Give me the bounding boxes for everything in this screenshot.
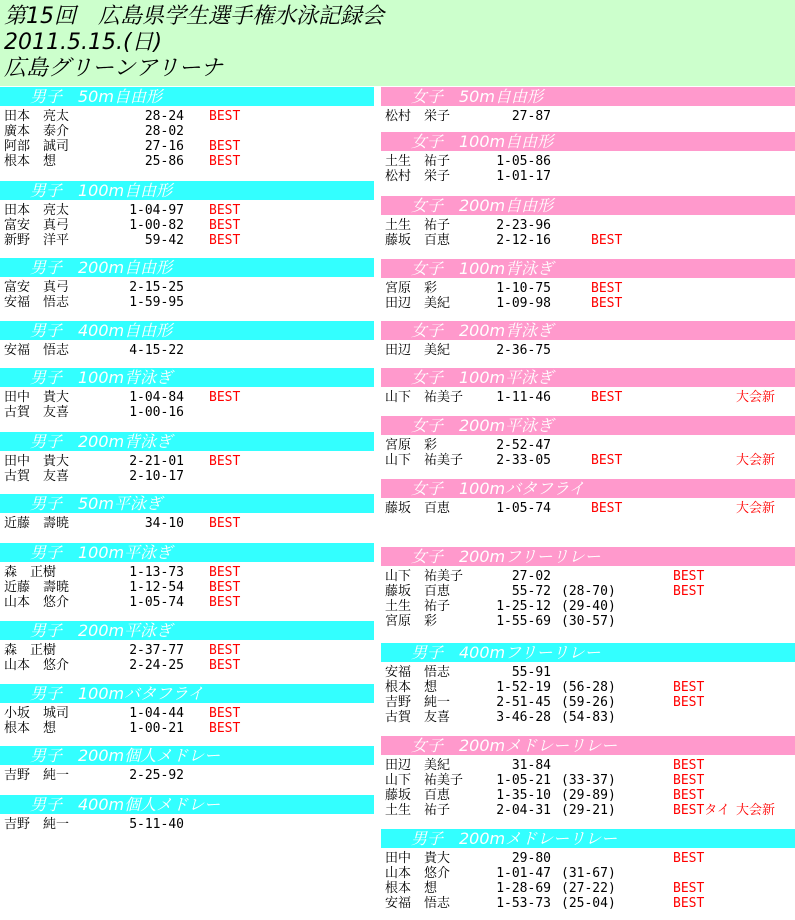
best-mark: BEST: [209, 658, 241, 673]
event-section: [0, 543, 374, 610]
event-title-band: [381, 87, 795, 106]
result-time: 2-37-77: [129, 643, 184, 658]
event-title-band: [0, 494, 374, 513]
result-time: 1-00-16: [129, 405, 184, 420]
meet-record-mark: 大会新: [736, 390, 776, 405]
result-row: [381, 218, 795, 233]
split-time: (27-22): [561, 881, 616, 896]
event-title-band: [381, 132, 795, 151]
event-title: 女子 200m自由形: [411, 196, 554, 215]
result-time: 1-05-74: [496, 501, 551, 516]
result-time: 1-05-86: [496, 154, 551, 169]
result-time: 2-24-25: [129, 658, 184, 673]
header: [0, 0, 795, 86]
result-row: [0, 154, 374, 169]
swimmer-name: 根本 想: [4, 721, 57, 736]
event-section: [381, 368, 795, 405]
event-section: [0, 621, 374, 673]
result-row: [0, 565, 374, 580]
result-row: [381, 343, 795, 358]
best-mark: BEST: [673, 896, 705, 911]
event-title: 女子 100mバタフライ: [411, 479, 585, 498]
result-row: [0, 295, 374, 310]
swimmer-name: 山下 祐美子: [385, 390, 464, 405]
result-time: 59-42: [144, 233, 184, 248]
result-row: [0, 706, 374, 721]
event-title: 男子 100m背泳ぎ: [30, 368, 173, 387]
result-row: [0, 817, 374, 832]
result-time: 1-28-69: [496, 881, 551, 896]
event-title-band: [381, 643, 795, 662]
event-section: [381, 416, 795, 468]
result-row: [381, 614, 795, 629]
event-title-band: [0, 258, 374, 277]
swimmer-name: 根本 想: [4, 154, 57, 169]
event-title-band: [381, 416, 795, 435]
split-time: (56-28): [561, 680, 616, 695]
best-mark: BEST: [209, 454, 241, 469]
result-time: 2-33-05: [496, 453, 551, 468]
swimmer-name: 古賀 友喜: [4, 405, 70, 420]
result-time: 1-01-17: [496, 169, 551, 184]
result-row: [381, 584, 795, 599]
result-row: [381, 710, 795, 725]
result-time: 1-35-10: [496, 788, 551, 803]
swimmer-name: 山本 悠介: [4, 658, 70, 673]
event-section: [0, 432, 374, 484]
event-title-band: [0, 181, 374, 200]
swimmer-name: 田本 亮太: [4, 203, 70, 218]
best-mark: BEST: [673, 773, 705, 788]
result-time: 1-00-82: [129, 218, 184, 233]
event-section: [0, 684, 374, 736]
split-time: (29-21): [561, 803, 616, 818]
event-title-band: [0, 368, 374, 387]
event-title: 男子 200m自由形: [30, 258, 173, 277]
swimmer-name: 安福 悟志: [385, 665, 451, 680]
event-title: 男子 50m自由形: [30, 87, 162, 106]
result-time: 25-86: [144, 154, 184, 169]
result-row: [0, 390, 374, 405]
event-title: 女子 50m自由形: [411, 87, 543, 106]
best-mark: BEST: [673, 881, 705, 896]
swimmer-name: 古賀 友喜: [385, 710, 451, 725]
event-title: 男子 200m背泳ぎ: [30, 432, 173, 451]
event-title: 女子 200mフリーリレー: [411, 547, 601, 566]
result-row: [0, 343, 374, 358]
result-time: 1-04-84: [129, 390, 184, 405]
event-section: [381, 132, 795, 184]
result-time: 1-01-47: [496, 866, 551, 881]
best-mark: BEST: [673, 758, 705, 773]
best-mark: BEST: [209, 203, 241, 218]
result-time: 1-09-98: [496, 296, 551, 311]
event-title: 男子 400mフリーリレー: [411, 643, 601, 662]
best-mark: BEST: [209, 721, 241, 736]
result-row: [0, 516, 374, 531]
event-section: [381, 547, 795, 629]
split-time: (54-83): [561, 710, 616, 725]
swimmer-name: 森 正樹: [4, 565, 57, 580]
result-row: [381, 169, 795, 184]
event-title: 男子 400m自由形: [30, 321, 173, 340]
result-row: [381, 281, 795, 296]
result-row: [381, 788, 795, 803]
split-time: (31-67): [561, 866, 616, 881]
result-time: 2-36-75: [496, 343, 551, 358]
result-time: 1-55-69: [496, 614, 551, 629]
swimmer-name: 古賀 友喜: [4, 469, 70, 484]
event-section: [381, 643, 795, 725]
swimmer-name: 宮原 彩: [385, 614, 438, 629]
best-mark: BEST: [209, 643, 241, 658]
result-time: 1-13-73: [129, 565, 184, 580]
swimmer-name: 宮原 彩: [385, 438, 438, 453]
result-time: 55-72: [511, 584, 551, 599]
event-title-band: [0, 321, 374, 340]
result-row: [381, 109, 795, 124]
event-title: 女子 100m平泳ぎ: [411, 368, 554, 387]
result-time: 2-10-17: [129, 469, 184, 484]
best-mark: BEST: [591, 390, 623, 405]
swimmer-name: 山下 祐美子: [385, 569, 464, 584]
result-row: [381, 773, 795, 788]
result-time: 31-84: [511, 758, 551, 773]
event-title-band: [381, 368, 795, 387]
result-row: [0, 721, 374, 736]
best-mark: BEST: [209, 154, 241, 169]
meet-record-mark: 大会新: [736, 803, 776, 818]
best-mark: BEST: [209, 706, 241, 721]
result-time: 2-52-47: [496, 438, 551, 453]
meet-venue: 広島グリーンアリーナ: [4, 56, 223, 81]
result-row: [0, 218, 374, 233]
swimmer-name: 土生 祐子: [385, 154, 451, 169]
event-section: [381, 321, 795, 358]
result-row: [0, 580, 374, 595]
swimmer-name: 藤坂 百恵: [385, 233, 451, 248]
result-time: 27-02: [511, 569, 551, 584]
result-row: [0, 405, 374, 420]
swimmer-name: 森 正樹: [4, 643, 57, 658]
swimmer-name: 山本 悠介: [385, 866, 451, 881]
event-title-band: [381, 479, 795, 498]
result-row: [381, 599, 795, 614]
result-row: [381, 154, 795, 169]
event-title: 女子 100m自由形: [411, 132, 554, 151]
swimmer-name: 小坂 城司: [4, 706, 70, 721]
event-section: [0, 368, 374, 420]
result-time: 1-52-19: [496, 680, 551, 695]
event-section: [0, 494, 374, 531]
best-mark: BEST: [209, 218, 241, 233]
result-row: [381, 803, 795, 818]
best-mark: BEST: [209, 595, 241, 610]
best-mark: BEST: [673, 851, 705, 866]
event-section: [0, 181, 374, 248]
swimmer-name: 松村 栄子: [385, 109, 451, 124]
result-time: 1-04-97: [129, 203, 184, 218]
result-row: [0, 469, 374, 484]
event-section: [381, 259, 795, 311]
result-row: [0, 109, 374, 124]
meet-record-mark: 大会新: [736, 453, 776, 468]
result-row: [381, 851, 795, 866]
event-section: [381, 479, 795, 516]
result-time: 28-24: [144, 109, 184, 124]
event-title-band: [381, 321, 795, 340]
event-title: 男子 100m自由形: [30, 181, 173, 200]
best-mark: BEST: [209, 565, 241, 580]
result-row: [381, 501, 795, 516]
split-time: (30-57): [561, 614, 616, 629]
event-section: [0, 795, 374, 832]
split-time: (59-26): [561, 695, 616, 710]
result-time: 2-25-92: [129, 768, 184, 783]
meet-title: 第15回 広島県学生選手権水泳記録会: [4, 4, 384, 29]
result-time: 1-00-21: [129, 721, 184, 736]
result-time: 29-80: [511, 851, 551, 866]
best-mark: BEST: [673, 584, 705, 599]
result-time: 1-12-54: [129, 580, 184, 595]
result-row: [0, 658, 374, 673]
swimmer-name: 根本 想: [385, 680, 438, 695]
result-row: [381, 695, 795, 710]
split-time: (28-70): [561, 584, 616, 599]
swimmer-name: 宮原 彩: [385, 281, 438, 296]
event-title: 男子 200m個人メドレー: [30, 746, 221, 765]
split-time: (25-04): [561, 896, 616, 911]
swimmer-name: 新野 洋平: [4, 233, 70, 248]
event-section: [381, 87, 795, 124]
split-time: (29-40): [561, 599, 616, 614]
best-mark: BEST: [673, 695, 705, 710]
result-time: 27-87: [511, 109, 551, 124]
result-time: 3-46-28: [496, 710, 551, 725]
event-title: 男子 100m平泳ぎ: [30, 543, 173, 562]
result-row: [381, 896, 795, 911]
meet-date: 2011.5.15.(日): [4, 30, 163, 55]
result-time: 1-05-21: [496, 773, 551, 788]
result-time: 4-15-22: [129, 343, 184, 358]
best-mark: BEST: [591, 281, 623, 296]
swimmer-name: 廣本 泰介: [4, 124, 70, 139]
swimmer-name: 山下 祐美子: [385, 453, 464, 468]
swimmer-name: 土生 祐子: [385, 599, 451, 614]
swimmer-name: 松村 栄子: [385, 169, 451, 184]
result-row: [0, 203, 374, 218]
event-title-band: [0, 543, 374, 562]
swimmer-name: 富安 真弓: [4, 218, 70, 233]
result-row: [381, 680, 795, 695]
best-mark: BEST: [673, 788, 705, 803]
swimmer-name: 富安 真弓: [4, 280, 70, 295]
result-time: 1-53-73: [496, 896, 551, 911]
result-row: [0, 280, 374, 295]
best-mark: BESTタイ: [673, 803, 731, 818]
event-title: 男子 200mメドレーリレー: [411, 829, 618, 848]
swimmer-name: 田中 貴大: [4, 454, 70, 469]
swimmer-name: 土生 祐子: [385, 803, 451, 818]
result-time: 1-25-12: [496, 599, 551, 614]
result-time: 2-12-16: [496, 233, 551, 248]
result-time: 27-16: [144, 139, 184, 154]
event-title-band: [381, 736, 795, 755]
swimmer-name: 阿部 誠司: [4, 139, 70, 154]
result-row: [381, 438, 795, 453]
best-mark: BEST: [209, 580, 241, 595]
event-title-band: [381, 829, 795, 848]
best-mark: BEST: [591, 453, 623, 468]
swimmer-name: 近藤 壽暁: [4, 580, 70, 595]
swimmer-name: 田中 貴大: [385, 851, 451, 866]
result-row: [0, 768, 374, 783]
event-title-band: [381, 259, 795, 278]
result-time: 55-91: [511, 665, 551, 680]
swimmer-name: 土生 祐子: [385, 218, 451, 233]
result-row: [381, 866, 795, 881]
best-mark: BEST: [209, 516, 241, 531]
result-time: 1-10-75: [496, 281, 551, 296]
best-mark: BEST: [673, 569, 705, 584]
meet-record-mark: 大会新: [736, 501, 776, 516]
best-mark: BEST: [209, 109, 241, 124]
event-title: 女子 200m背泳ぎ: [411, 321, 554, 340]
result-row: [0, 454, 374, 469]
best-mark: BEST: [591, 501, 623, 516]
event-title-band: [381, 547, 795, 566]
swimmer-name: 田辺 美紀: [385, 343, 451, 358]
result-row: [0, 124, 374, 139]
event-title: 女子 200m平泳ぎ: [411, 416, 554, 435]
result-time: 2-15-25: [129, 280, 184, 295]
split-time: (33-37): [561, 773, 616, 788]
event-section: [0, 87, 374, 169]
best-mark: BEST: [673, 680, 705, 695]
best-mark: BEST: [209, 139, 241, 154]
event-section: [0, 321, 374, 358]
result-time: 1-11-46: [496, 390, 551, 405]
swimmer-name: 安福 悟志: [385, 896, 451, 911]
result-time: 1-04-44: [129, 706, 184, 721]
event-section: [381, 829, 795, 911]
event-title-band: [0, 87, 374, 106]
event-title-band: [0, 432, 374, 451]
result-row: [0, 643, 374, 658]
event-title-band: [0, 795, 374, 814]
event-title: 女子 200mメドレーリレー: [411, 736, 618, 755]
event-title-band: [0, 621, 374, 640]
result-row: [381, 758, 795, 773]
result-row: [0, 595, 374, 610]
result-row: [381, 569, 795, 584]
swimmer-name: 吉野 純一: [4, 817, 70, 832]
swimmer-name: 田辺 美紀: [385, 758, 451, 773]
event-title: 男子 100mバタフライ: [30, 684, 204, 703]
best-mark: BEST: [209, 390, 241, 405]
result-row: [381, 665, 795, 680]
result-time: 2-21-01: [129, 454, 184, 469]
result-time: 2-23-96: [496, 218, 551, 233]
swimmer-name: 吉野 純一: [4, 768, 70, 783]
result-row: [0, 139, 374, 154]
swimmer-name: 田辺 美紀: [385, 296, 451, 311]
event-section: [381, 196, 795, 248]
event-section: [0, 746, 374, 783]
event-title-band: [0, 746, 374, 765]
split-time: (29-89): [561, 788, 616, 803]
result-time: 2-51-45: [496, 695, 551, 710]
result-time: 1-59-95: [129, 295, 184, 310]
swimmer-name: 根本 想: [385, 881, 438, 896]
swimmer-name: 安福 悟志: [4, 295, 70, 310]
result-time: 2-04-31: [496, 803, 551, 818]
swimmer-name: 山本 悠介: [4, 595, 70, 610]
swimmer-name: 藤坂 百恵: [385, 788, 451, 803]
result-row: [381, 390, 795, 405]
best-mark: BEST: [591, 233, 623, 248]
swimmer-name: 吉野 純一: [385, 695, 451, 710]
swimmer-name: 田中 貴大: [4, 390, 70, 405]
result-row: [381, 453, 795, 468]
event-title-band: [381, 196, 795, 215]
best-mark: BEST: [209, 233, 241, 248]
result-time: 28-02: [144, 124, 184, 139]
event-section: [0, 258, 374, 310]
result-row: [381, 881, 795, 896]
swimmer-name: 藤坂 百恵: [385, 501, 451, 516]
result-row: [381, 233, 795, 248]
swimmer-name: 安福 悟志: [4, 343, 70, 358]
event-title: 女子 100m背泳ぎ: [411, 259, 554, 278]
swimmer-name: 山下 祐美子: [385, 773, 464, 788]
result-time: 5-11-40: [129, 817, 184, 832]
result-time: 34-10: [144, 516, 184, 531]
event-section: [381, 736, 795, 818]
result-row: [0, 233, 374, 248]
event-title-band: [0, 684, 374, 703]
result-time: 1-05-74: [129, 595, 184, 610]
swimmer-name: 田本 亮太: [4, 109, 70, 124]
event-title: 男子 200m平泳ぎ: [30, 621, 173, 640]
swimmer-name: 藤坂 百恵: [385, 584, 451, 599]
event-title: 男子 50m平泳ぎ: [30, 494, 162, 513]
result-row: [381, 296, 795, 311]
event-title: 男子 400m個人メドレー: [30, 795, 221, 814]
swimmer-name: 近藤 壽暁: [4, 516, 70, 531]
best-mark: BEST: [591, 296, 623, 311]
